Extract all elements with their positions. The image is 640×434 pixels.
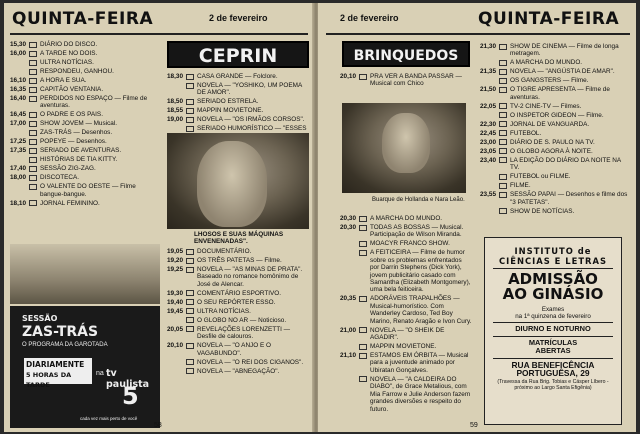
- schedule-program: NOVELA — "YOSHIKO, UM POEMA DE AMOR".: [197, 82, 302, 97]
- schedule-program: ULTRA NOTÍCIAS.: [197, 307, 251, 315]
- schedule-program: NOVELA — "O SHEIK DE AGADIR".: [370, 326, 445, 342]
- schedule-program: A MARCHA DO MUNDO.: [370, 215, 443, 222]
- schedule-program: DISCOTECA.: [40, 174, 80, 182]
- schedule-program: CAPITÃO VENTANIA.: [40, 86, 104, 93]
- schedule-row: [480, 208, 630, 215]
- schedule-time: [10, 59, 29, 66]
- checkbox-icon: [29, 148, 37, 154]
- checkbox-icon: [499, 78, 507, 84]
- schedule-column-1-top: [340, 73, 472, 89]
- schedule-row: [10, 50, 160, 57]
- checkbox-icon: [186, 317, 194, 323]
- schedule-program: PERDIDOS NO ESPAÇO — Filme de aventuras.: [40, 95, 148, 110]
- schedule-program: ZAS-TRÁS — Desenhos.: [40, 129, 113, 137]
- schedule-row: [167, 290, 309, 297]
- checkbox-icon: [499, 183, 507, 189]
- schedule-row: [167, 299, 309, 306]
- checkbox-icon: [499, 103, 507, 109]
- schedule-time: 18,10: [10, 199, 26, 207]
- schedule-row: [167, 308, 309, 315]
- schedule-column-1: [340, 215, 472, 415]
- schedule-time: [340, 343, 359, 350]
- schedule-program: A TARDE NO DOIS.: [40, 50, 98, 57]
- schedule-row: [167, 342, 309, 357]
- schedule-time: 16,40: [10, 95, 26, 102]
- schedule-program: NOVELA — "ABNEGAÇÃO".: [197, 367, 280, 375]
- schedule-time: [10, 156, 29, 163]
- checkbox-icon: [359, 250, 367, 256]
- schedule-program: O GLOBO NO AR — Noticioso.: [197, 316, 287, 324]
- schedule-row: [10, 120, 160, 127]
- schedule-row: [480, 130, 630, 137]
- schedule-program: O TIGRE APRESENTA — Filme de aventuras.: [510, 86, 610, 101]
- schedule-program: O PADRE E OS PAIS.: [40, 111, 103, 119]
- schedule-row: [340, 249, 472, 293]
- schedule-time: 17,25: [10, 138, 26, 146]
- schedule-program: MAPPIN MOVIETONE.: [197, 107, 264, 115]
- schedule-time: [10, 183, 29, 198]
- schedule-row: [340, 215, 472, 222]
- schedule-time: 23,00: [480, 138, 496, 146]
- schedule-row: [480, 182, 630, 189]
- left-page: [4, 3, 314, 432]
- schedule-column-2b: [167, 248, 309, 377]
- checkbox-icon: [29, 166, 37, 172]
- schedule-row: [10, 200, 160, 207]
- checkbox-icon: [186, 308, 194, 314]
- ad-line9: ABERTAS: [535, 346, 571, 355]
- schedule-time: 19,45: [167, 307, 183, 315]
- ad-line5: Exames: [541, 306, 565, 313]
- schedule-row: [10, 68, 160, 75]
- schedule-program: NOVELA — "A CALDEIRA DO DIABO", de Grace Metalious, com Mia Farrow e Julie Anderson fazem grandes diversões e respeito do futuro.: [370, 375, 471, 413]
- schedule-row: [10, 95, 160, 110]
- schedule-time: [167, 317, 186, 324]
- zas-ad-line5: 5 HORAS DA TARDE: [26, 371, 72, 389]
- schedule-program: MOACYR FRANCO SHOW.: [370, 240, 450, 248]
- schedule-row: [340, 327, 472, 342]
- schedule-program: LA EDIÇÃO DO DIÁRIO DA NOITE NA TV.: [510, 156, 621, 172]
- checkbox-icon: [186, 83, 194, 89]
- schedule-time: 19,05: [167, 248, 183, 255]
- schedule-row: [480, 157, 630, 172]
- checkbox-icon: [29, 87, 37, 93]
- schedule-row: [10, 183, 160, 198]
- brinquedos-banner: BRINQUEDOS: [342, 41, 470, 67]
- ad-line7: DIURNO E NOTURNO: [515, 324, 591, 333]
- schedule-time: 20,10: [167, 342, 183, 350]
- checkbox-icon: [186, 117, 194, 123]
- checkbox-icon: [359, 241, 367, 247]
- schedule-row: [480, 103, 630, 110]
- ad-line2: CIÊNCIAS E LETRAS: [498, 256, 608, 266]
- schedule-row: [480, 77, 630, 84]
- checkbox-icon: [359, 327, 367, 333]
- zas-ad-box: [24, 358, 92, 389]
- schedule-time: [10, 129, 29, 136]
- schedule-program: DIÁRIO DO DISCO.: [40, 41, 98, 48]
- schedule-time: 22,45: [480, 129, 496, 137]
- checkbox-icon: [186, 249, 194, 255]
- schedule-time: 16,45: [10, 111, 26, 119]
- schedule-time: 23,55: [480, 191, 496, 199]
- schedule-time: [480, 112, 499, 119]
- schedule-column-2: [167, 73, 309, 142]
- schedule-program: SESSÃO ZIG-ZAG.: [40, 165, 96, 173]
- schedule-row: [340, 240, 472, 247]
- schedule-row: [167, 359, 309, 366]
- schedule-program: RESPONDEU, GANHOU.: [40, 68, 114, 75]
- checkbox-icon: [359, 74, 367, 80]
- checkbox-icon: [359, 225, 367, 231]
- ad-line6: na 1ª quinzena de fevereiro: [515, 313, 591, 320]
- zas-ad-line4: DIARIAMENTE: [26, 360, 85, 369]
- schedule-row: [480, 148, 630, 155]
- studio-photo: [10, 244, 160, 304]
- schedule-row: [167, 82, 309, 97]
- schedule-time: 20,30: [340, 215, 356, 222]
- schedule-time: 19,25: [167, 266, 183, 273]
- schedule-row: [480, 86, 630, 101]
- schedule-row: [167, 266, 309, 288]
- right-page: [318, 3, 636, 432]
- checkbox-icon: [499, 60, 507, 66]
- checkbox-icon: [186, 108, 194, 114]
- schedule-time: [167, 359, 186, 366]
- schedule-program: COMENTÁRIO ESPORTIVO.: [197, 289, 282, 297]
- schedule-program: OS TRÊS PATETAS — Filme.: [197, 257, 282, 264]
- header-rule: [326, 33, 630, 35]
- schedule-time: [167, 82, 186, 97]
- checkbox-icon: [499, 139, 507, 145]
- checkbox-icon: [29, 200, 37, 206]
- checkbox-icon: [29, 130, 37, 136]
- schedule-time: 21,10: [340, 352, 356, 360]
- schedule-time: [480, 182, 499, 189]
- page-title: QUINTA-FEIRA: [12, 9, 154, 29]
- schedule-row: [10, 77, 160, 84]
- schedule-time: [340, 249, 359, 293]
- checkbox-icon: [186, 326, 194, 332]
- checkbox-icon: [29, 51, 37, 57]
- schedule-program: POPEYE — Desenhos.: [40, 138, 107, 146]
- schedule-program: HISTÓRIAS DE TIA KITTY.: [40, 156, 118, 164]
- schedule-time: 20,30: [340, 224, 356, 231]
- schedule-program: A FEITICEIRA — Filme de humor sobre os problemas enfrentados por Darrin Stephens (Dick York), jovem publicitário casado com Samantha (Elizabeth Montgomery), uma bela feiticeira.: [370, 249, 471, 294]
- schedule-row: [480, 191, 630, 206]
- schedule-time: 21,35: [480, 68, 496, 76]
- schedule-program: ESTAMOS EM ÓRBITA — Musical para a juventude animado por Ubiratan Gonçalves.: [370, 352, 469, 374]
- checkbox-icon: [186, 258, 194, 264]
- page-number: 59: [470, 422, 478, 429]
- schedule-time: 19,30: [167, 289, 183, 297]
- ad-line10: RUA BENEFICÊNCIA: [511, 359, 595, 370]
- ad-line11: PORTUGUÊSA, 29: [516, 368, 590, 378]
- schedule-time: 15,30: [10, 41, 26, 48]
- schedule-time: 18,30: [167, 73, 183, 80]
- schedule-row: [167, 317, 309, 324]
- checkbox-icon: [29, 112, 37, 118]
- checkbox-icon: [499, 192, 507, 198]
- channel-number: 5: [122, 382, 139, 410]
- page-date: 2 de fevereiro: [340, 13, 399, 23]
- schedule-row: [167, 107, 309, 114]
- checkbox-icon: [186, 99, 194, 105]
- schedule-program: NOVELA — "OS IRMÃOS CORSOS".: [197, 116, 305, 124]
- schedule-time: 21,50: [480, 86, 496, 94]
- schedule-program: A HORA E SUA.: [40, 77, 87, 84]
- checkbox-icon: [499, 174, 507, 180]
- checkbox-icon: [29, 184, 37, 190]
- zas-tras-ad: [10, 306, 160, 428]
- schedule-row: [480, 59, 630, 66]
- photo-caption: Buarque de Hollanda e Nara Leão.: [372, 197, 465, 203]
- schedule-row: [10, 41, 160, 48]
- ad-line12: (Travessa da Rua Brig. Tobias e Cásper Líbero - próximo ao Largo Santa Efigênia): [497, 378, 609, 391]
- checkbox-icon: [499, 69, 507, 75]
- zas-ad-line1: SESSÃO: [22, 314, 58, 323]
- schedule-row: [10, 129, 160, 136]
- schedule-time: 18,00: [10, 174, 26, 182]
- checkbox-icon: [186, 343, 194, 349]
- schedule-time: [340, 376, 359, 413]
- zas-ad-line6: na: [96, 370, 104, 377]
- checkbox-icon: [499, 157, 507, 163]
- checkbox-icon: [186, 74, 194, 80]
- page-date: 2 de fevereiro: [209, 13, 268, 23]
- ad-line1: INSTITUTO de: [514, 246, 592, 256]
- schedule-time: [480, 77, 499, 84]
- schedule-program: SERIADO DE AVENTURAS.: [40, 147, 122, 155]
- schedule-row: [480, 68, 630, 75]
- schedule-program: ULTRA NOTÍCIAS.: [40, 59, 94, 66]
- schedule-program: A MARCHA DO MUNDO.: [510, 59, 583, 67]
- checkbox-icon: [29, 42, 37, 48]
- schedule-time: [10, 68, 29, 75]
- checkbox-icon: [499, 148, 507, 154]
- schedule-row: [480, 121, 630, 128]
- ad-headline1: ADMISSÃO: [508, 270, 598, 288]
- schedule-row: [167, 257, 309, 264]
- schedule-program: PRA VER A BANDA PASSAR — Musical com Chico: [370, 73, 462, 88]
- schedule-time: [340, 240, 359, 247]
- schedule-row: [10, 86, 160, 93]
- checkbox-icon: [29, 157, 37, 163]
- schedule-time: 22,30: [480, 120, 496, 128]
- checkbox-icon: [499, 44, 507, 50]
- schedule-row: [10, 138, 160, 145]
- schedule-row: [167, 326, 309, 341]
- checkbox-icon: [29, 175, 37, 181]
- schedule-time: 23,40: [480, 156, 496, 164]
- checkbox-icon: [359, 296, 367, 302]
- schedule-row: [167, 73, 309, 80]
- ad-line8: MATRÍCULAS: [528, 337, 578, 347]
- schedule-program: DOCUMENTÁRIO.: [197, 248, 252, 255]
- checkbox-icon: [499, 121, 507, 127]
- schedule-program: JORNAL DE VANGUARDA.: [510, 120, 590, 128]
- schedule-time: [167, 368, 186, 375]
- checkbox-icon: [499, 112, 507, 118]
- schedule-program: O VALENTE DO OESTE — Filme bangue-bangue.: [40, 183, 136, 198]
- schedule-time: 21,30: [480, 43, 496, 50]
- schedule-row: [167, 368, 309, 375]
- portrait-photo: [167, 133, 309, 229]
- schedule-program: TODAS AS BOSSAS — Musical. Participação de Wilson Miranda.: [370, 224, 464, 239]
- musician-photo: [342, 103, 466, 193]
- checkbox-icon: [29, 121, 37, 127]
- schedule-time: 19,00: [167, 116, 183, 124]
- schedule-program: NOVELA — "AS MINAS DE PRATA". Baseado no romance homônimo de José de Alencar.: [197, 266, 303, 288]
- checkbox-icon: [186, 359, 194, 365]
- checkbox-icon: [29, 96, 37, 102]
- schedule-row: [10, 111, 160, 118]
- checkbox-icon: [186, 290, 194, 296]
- schedule-program: REVELAÇÕES LORENZETTI — Desfile de calouros.: [197, 325, 291, 341]
- schedule-program: TV-2 CINE-TV — Filmes.: [510, 102, 582, 110]
- schedule-row: [10, 165, 160, 172]
- schedule-time: [480, 59, 499, 66]
- schedule-program: FUTEBOL ou FILME.: [510, 173, 571, 181]
- channel-name: tv paulista: [106, 368, 150, 390]
- schedule-time: 16,35: [10, 86, 26, 93]
- schedule-time: 17,00: [10, 120, 26, 128]
- schedule-row: [340, 224, 472, 239]
- schedule-time: 22,05: [480, 102, 496, 110]
- schedule-program: MAPPIN MOVIETONE.: [370, 343, 437, 351]
- schedule-time: 19,20: [167, 257, 183, 264]
- schedule-program: FUTEBOL.: [510, 129, 542, 137]
- schedule-program: SERIADO ESTRELA.: [197, 98, 259, 106]
- schedule-column-2: [480, 43, 630, 217]
- checkbox-icon: [29, 78, 37, 84]
- checkbox-icon: [359, 344, 367, 350]
- schedule-time: 16,00: [10, 50, 26, 57]
- schedule-program: NOVELA — "O ANJO E O VAGABUNDO".: [197, 342, 272, 357]
- schedule-time: 19,40: [167, 298, 183, 306]
- schedule-row: [480, 173, 630, 180]
- checkbox-icon: [29, 69, 37, 75]
- checkbox-icon: [499, 208, 507, 214]
- schedule-time: 17,40: [10, 165, 26, 173]
- schedule-time: 17,35: [10, 147, 26, 155]
- schedule-row: [340, 352, 472, 374]
- ceprin-banner: CEPRIN: [167, 41, 309, 68]
- schedule-time: 23,05: [480, 147, 496, 155]
- checkbox-icon: [499, 87, 507, 93]
- checkbox-icon: [29, 139, 37, 145]
- institute-ad: [484, 237, 622, 425]
- schedule-program: SERIADO HUMORÍSTICO — "ESSES: [197, 125, 307, 133]
- page-number: 58: [154, 422, 162, 429]
- schedule-program: O SEU REPÓRTER ESSO.: [197, 298, 276, 306]
- schedule-row: [340, 295, 472, 325]
- checkbox-icon: [359, 216, 367, 222]
- schedule-program: SESSÃO PAPAI — Desenhos e filme dos "3 PATETAS".: [510, 191, 628, 206]
- schedule-time: 21,00: [340, 326, 356, 334]
- checkbox-icon: [186, 267, 194, 273]
- schedule-program: SHOW JOVEM — Musical.: [40, 120, 118, 128]
- schedule-program: FILME.: [510, 182, 531, 190]
- schedule-program: O GLOBO AGORA À NOITE.: [510, 147, 593, 155]
- schedule-program: OS GANGSTERS — Filme.: [510, 77, 589, 85]
- checkbox-icon: [186, 299, 194, 305]
- photo-caption: LHOSOS E SUAS MÁQUINAS ENVENENADAS".: [194, 231, 284, 246]
- schedule-time: 20,10: [340, 73, 356, 80]
- schedule-program: JORNAL FEMININO.: [40, 199, 100, 207]
- page-title: QUINTA-FEIRA: [478, 9, 620, 29]
- schedule-program: DIÁRIO DE S. PAULO NA TV.: [510, 138, 595, 146]
- schedule-row: [167, 116, 309, 123]
- schedule-time: 18,50: [167, 98, 183, 106]
- schedule-row: [10, 156, 160, 163]
- schedule-time: 20,05: [167, 325, 183, 333]
- schedule-time: 18,55: [167, 107, 183, 115]
- schedule-time: [480, 173, 499, 180]
- schedule-program: ADORÁVEIS TRAPALHÕES — Musical-humorístico. Com Wanderley Cardoso, Ted Boy Marino, Renato Aragão e Ivon Cury.: [370, 295, 472, 325]
- zas-tagline: cada vez mais perto de você: [80, 416, 138, 421]
- checkbox-icon: [499, 130, 507, 136]
- schedule-program: O INSPETOR GIDEON — Filme.: [510, 111, 604, 119]
- checkbox-icon: [359, 353, 367, 359]
- schedule-row: [10, 147, 160, 154]
- schedule-row: [167, 98, 309, 105]
- checkbox-icon: [186, 368, 194, 374]
- schedule-row: [10, 59, 160, 66]
- schedule-column-1: [10, 41, 160, 209]
- zas-ad-line3: O PROGRAMA DA GAROTADA: [22, 342, 108, 348]
- schedule-program: SHOW DE CINEMA — Filme de longa metragem.: [510, 43, 619, 58]
- schedule-program: SHOW DE NOTÍCIAS.: [510, 207, 575, 215]
- zas-ad-line2: ZAS-TRÁS: [22, 324, 99, 340]
- schedule-row: [10, 174, 160, 181]
- checkbox-icon: [29, 60, 37, 66]
- schedule-program: CASA GRANDE — Folclore.: [197, 73, 278, 80]
- schedule-time: 16,10: [10, 77, 26, 84]
- schedule-program: NOVELA — "O REI DOS CIGANOS".: [197, 358, 304, 366]
- schedule-row: [167, 248, 309, 255]
- checkbox-icon: [359, 376, 367, 382]
- ad-headline2: AO GINÁSIO: [502, 285, 604, 303]
- schedule-row: [480, 139, 630, 146]
- header-rule: [10, 33, 308, 35]
- schedule-row: [340, 343, 472, 350]
- schedule-row: [480, 43, 630, 58]
- schedule-row: [480, 112, 630, 119]
- schedule-time: 20,35: [340, 295, 356, 303]
- schedule-row: [340, 73, 472, 88]
- schedule-time: [480, 208, 499, 215]
- schedule-program: NOVELA — "ANGÚSTIA DE AMAR".: [510, 68, 615, 76]
- schedule-row: [340, 376, 472, 413]
- checkbox-icon: [186, 126, 194, 132]
